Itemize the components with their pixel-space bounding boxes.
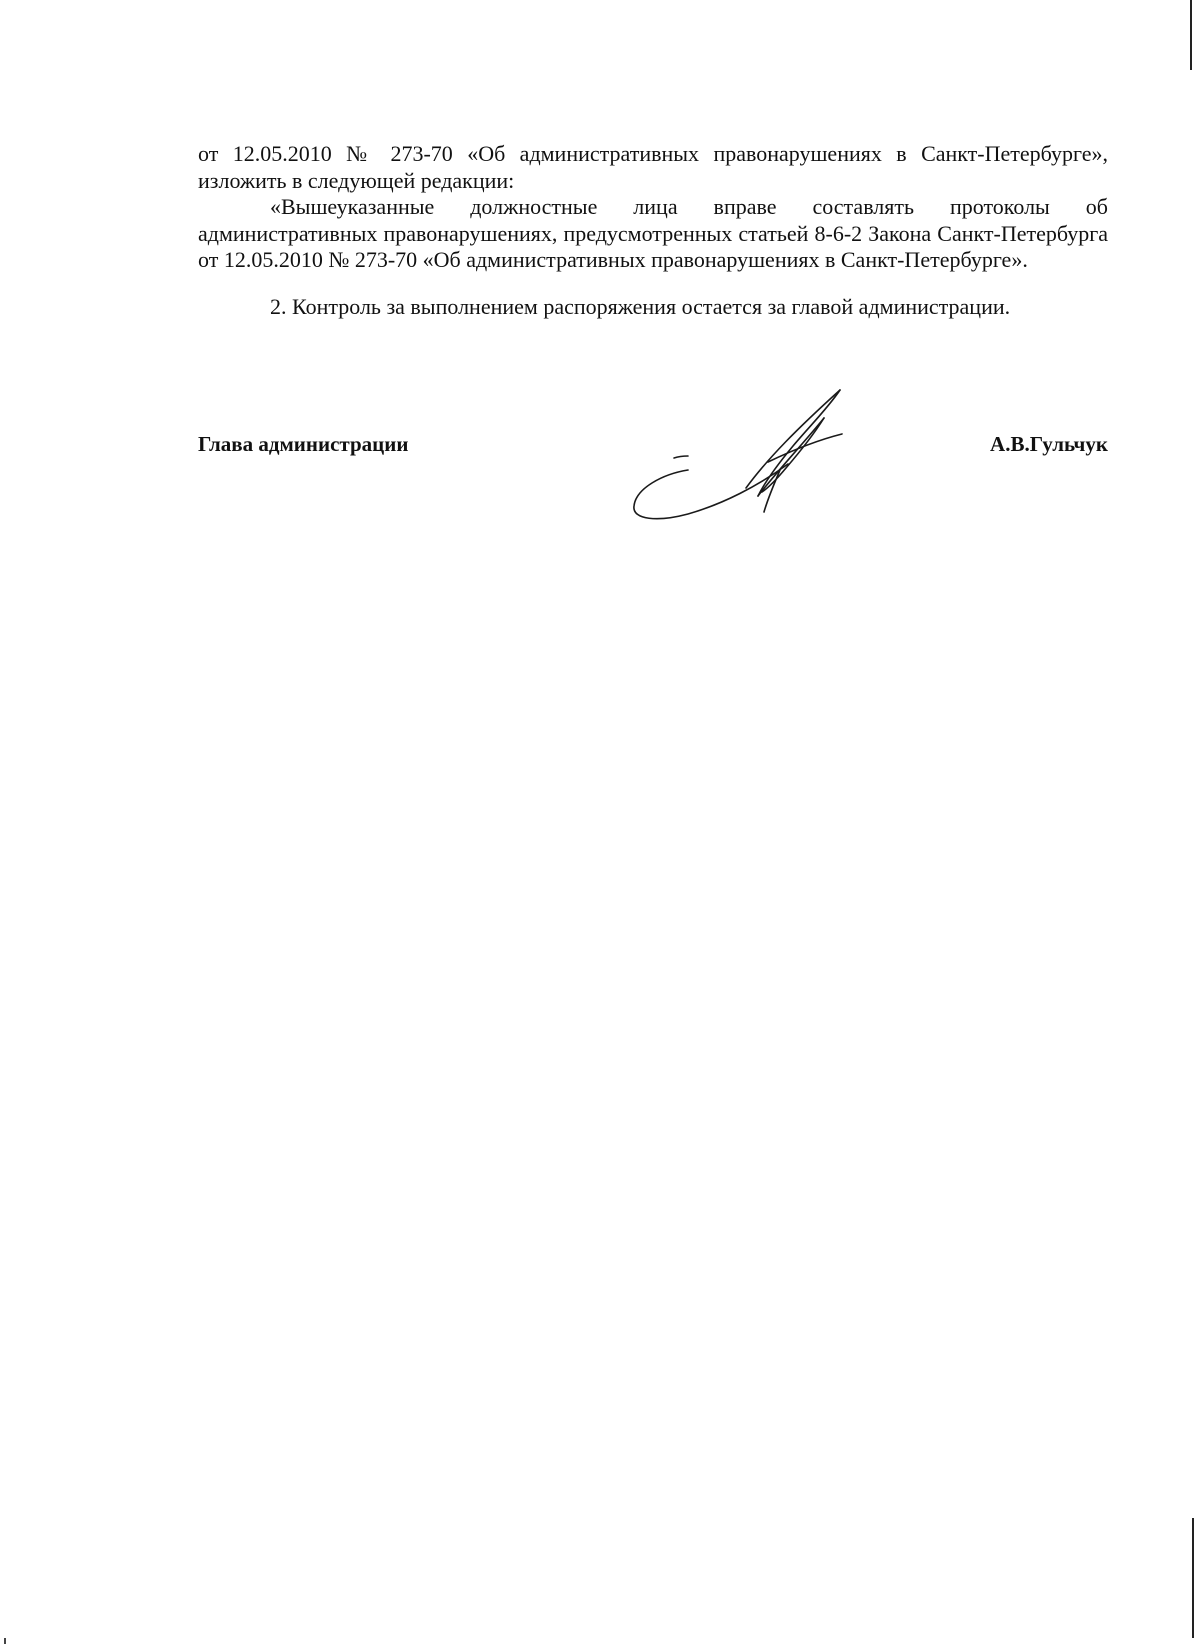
scan-mark xyxy=(4,1638,6,1644)
scan-edge-bottom xyxy=(1192,1518,1194,1638)
handwritten-signature-icon xyxy=(628,388,888,533)
paragraph-control-clause: 2. Контроль за выполнением распоряжения остается за главой администрации. xyxy=(270,293,1011,319)
scan-edge-top xyxy=(1190,0,1192,70)
position-title: Глава администрации xyxy=(198,432,409,456)
document-body xyxy=(198,141,1108,320)
paragraph-gap xyxy=(198,274,1108,294)
paragraph-amendment-intro: от 12.05.2010 № 273-70 «Об административных правонарушениях в Санкт-Петербурге», изложить в следующей редакции: xyxy=(198,141,1108,193)
paragraph-amendment-text: «Вышеуказанные должностные лица вправе составлять протоколы об административных правонарушениях, предусмотренных статьей 8-6-2 Закона Санкт-Петербурга от 12.05.2010 № 273-70 «Об административных правонарушениях в Санкт-Петербурге». xyxy=(198,194,1108,272)
signatory-name: А.В.Гульчук xyxy=(990,432,1108,456)
